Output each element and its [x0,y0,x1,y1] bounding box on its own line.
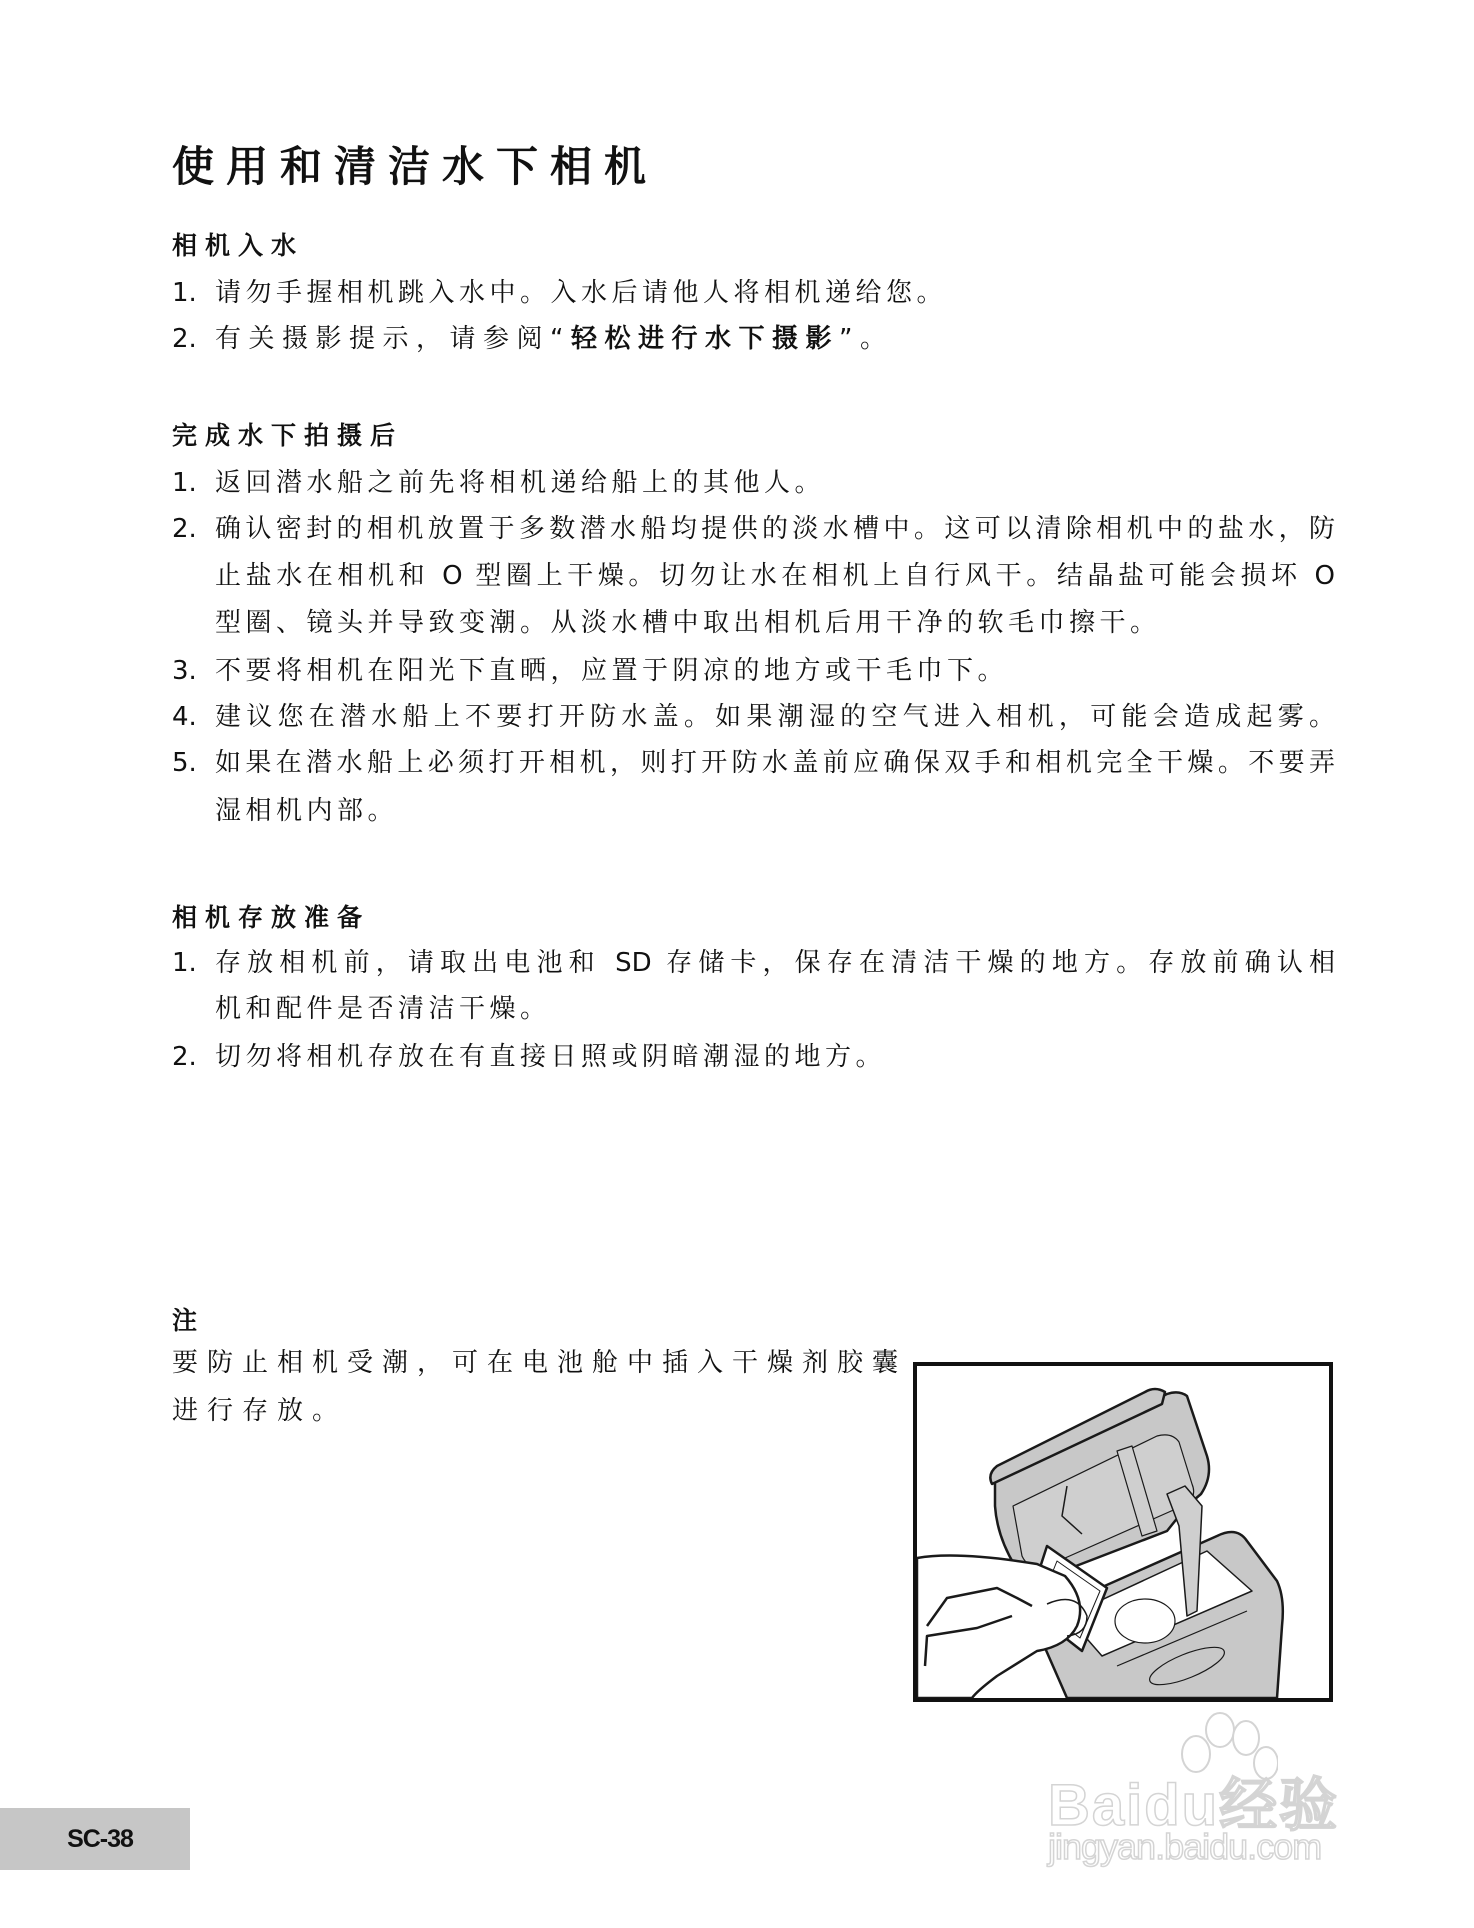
item-number: 2. [172,324,197,354]
item-number: 3. [172,656,197,686]
cross-reference: 轻松进行水下摄影 [571,324,840,354]
watermark [1048,1708,1388,1873]
page-number-box [0,1808,190,1870]
item-text-line: 如果在潜水船上必须打开相机，则打开防水盖前应确保双手和相机完全干燥。不要弄 [215,748,1335,778]
camera-battery-compartment-icon [917,1366,1329,1698]
item-number: 2. [172,1042,197,1072]
item-text: 不要将相机在阳光下直晒，应置于阴凉的地方或干毛巾下。 [215,656,1009,686]
item-text-line: 机和配件是否清洁干燥。 [215,994,551,1024]
item-text-line: 湿相机内部。 [215,796,399,826]
page-number: SC-38 [67,1824,133,1853]
item-text-line: 型圈、镜头并导致变潮。从淡水槽中取出相机后用干净的软毛巾擦干。 [215,608,1161,638]
page-title: 使用和清洁水下相机 [172,142,659,191]
item-text [215,323,894,355]
quote-close: ”。 [839,324,894,354]
note-heading: 注 [172,1306,206,1335]
item-text-line: 存放相机前，请取出电池和 SD 存储卡，保存在清洁干燥的地方。存放前确认相 [215,948,1335,978]
item-number: 2. [172,514,197,544]
item-number: 1. [172,468,197,498]
section-heading-enter-water: 相机入水 [172,231,305,260]
item-number: 4. [172,702,197,732]
quote-open: “ [550,324,571,354]
watermark-url: jingyan.baidu.com [1048,1826,1322,1867]
watermark-logo: Baidu经验 [1048,1773,1340,1838]
item-text: 返回潜水船之前先将相机递给船上的其他人。 [215,468,826,498]
item-number: 5. [172,748,197,778]
item-text: 请勿手握相机跳入水中。入水后请他人将相机递给您。 [215,278,948,308]
note-text-line: 进行存放。 [172,1396,348,1426]
section-heading-storage-prep: 相机存放准备 [172,903,371,932]
item-number: 1. [172,948,197,978]
note-text-line: 要防止相机受潮，可在电池舱中插入干燥剂胶囊 [172,1348,908,1378]
item-text: 建议您在潜水船上不要打开防水盖。如果潮湿的空气进入相机，可能会造成起雾。 [215,702,1335,732]
item-text: 切勿将相机存放在有直接日照或阴暗潮湿的地方。 [215,1042,887,1072]
item-text-line: 止盐水在相机和 O 型圈上干燥。切勿让水在相机上自行风干。结晶盐可能会损坏 O [215,561,1335,591]
desiccant-illustration [913,1362,1333,1702]
item-number: 1. [172,278,197,308]
item-text-prefix: 有关摄影提示，请参阅 [215,324,551,354]
item-text-line: 确认密封的相机放置于多数潜水船均提供的淡水槽中。这可以清除相机中的盐水，防 [215,514,1335,544]
section-heading-after-dive: 完成水下拍摄后 [172,421,404,450]
